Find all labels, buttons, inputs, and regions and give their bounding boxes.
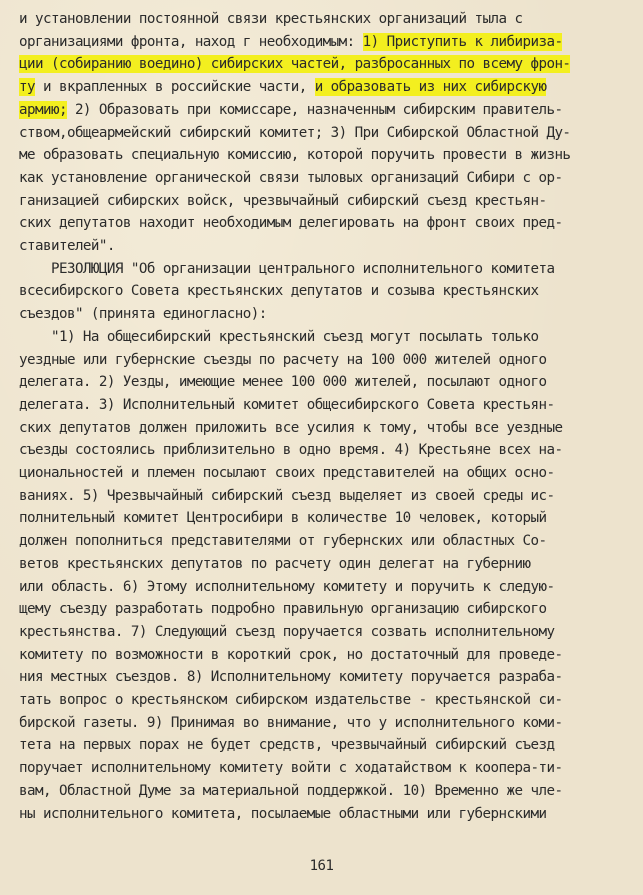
text-segment: тать вопрос о крестьянском сибирском издательстве - крестьянской си- bbox=[19, 692, 563, 708]
text-segment: 2) Образовать при комиссаре, назначенным сибирским правитель- bbox=[66, 101, 563, 118]
text-segment: ставителей". bbox=[19, 238, 115, 254]
highlighted-text: 1) Приступить к либириза- bbox=[362, 33, 563, 50]
text-line bbox=[19, 213, 629, 233]
text-segment: ских депутатов находит необходимым делегировать на фронт своих пред- bbox=[19, 215, 563, 232]
text-line bbox=[19, 281, 629, 301]
text-line bbox=[19, 123, 629, 143]
text-segment: тета на первых порах не будет средств, чрезвычайный сибирский съезд bbox=[19, 737, 555, 754]
text-line bbox=[19, 667, 629, 687]
text-line bbox=[19, 554, 629, 574]
text-segment: ме образовать специальную комиссию, которой поручить провести в жизнь bbox=[19, 147, 571, 164]
text-line bbox=[19, 395, 629, 415]
text-line bbox=[19, 236, 629, 256]
text-line bbox=[19, 690, 629, 710]
text-line bbox=[19, 327, 629, 347]
text-line bbox=[19, 440, 629, 460]
text-segment: вам, Областной Думе за материальной поддержкой. 10) Временно же чле- bbox=[19, 782, 563, 799]
text-line bbox=[19, 259, 629, 279]
text-line bbox=[19, 32, 629, 52]
text-segment: РЕЗОЛЮЦИЯ "Об организации центрального исполнительного комитета bbox=[19, 260, 555, 277]
text-segment: "1) На общесибирский крестьянский съезд могут посылать только bbox=[19, 328, 539, 345]
text-line bbox=[19, 9, 629, 29]
text-line bbox=[19, 145, 629, 165]
text-segment: поручает исполнительному комитету войти с ходатайством к коопера-ти- bbox=[19, 760, 563, 777]
text-line bbox=[19, 758, 629, 778]
text-segment: должен пополниться представителями от губернских или областных Со- bbox=[19, 533, 547, 550]
text-line bbox=[19, 191, 629, 211]
text-segment: делегата. 2) Уезды, имеющие менее 100 000 жителей, посылают одного bbox=[19, 374, 547, 391]
highlighted-text: и образовать из них сибирскую bbox=[314, 79, 547, 96]
text-segment: ством,общеармейский сибирский комитет; 3) При Сибирской Областной Ду- bbox=[19, 124, 571, 141]
text-segment: ния местных съездов. 8) Исполнительному комитету поручается разраба- bbox=[19, 669, 563, 686]
text-line bbox=[19, 645, 629, 665]
text-segment: ветов крестьянских депутатов по расчету один делегат на губернию bbox=[19, 555, 531, 572]
text-line bbox=[19, 418, 629, 438]
text-segment: комитету по возможности в короткий срок, но достаточный для проведе- bbox=[19, 646, 563, 663]
text-line bbox=[19, 168, 629, 188]
text-line bbox=[19, 781, 629, 801]
text-segment: полнительный комитет Центросибири в количестве 10 человек, который bbox=[19, 510, 547, 527]
text-line bbox=[19, 577, 629, 597]
text-line bbox=[19, 735, 629, 755]
text-line bbox=[19, 804, 629, 824]
text-segment: и установлении постоянной связи крестьянских организаций тыла с bbox=[19, 11, 523, 27]
text-segment: делегата. 3) Исполнительный комитет общесибирского Совета крестьян- bbox=[19, 396, 555, 413]
page-number: 161 bbox=[309, 858, 334, 874]
text-line bbox=[19, 54, 629, 74]
text-line bbox=[19, 531, 629, 551]
text-line bbox=[19, 350, 629, 370]
text-segment: съездов" (принята единогласно): bbox=[19, 306, 267, 323]
text-segment: циональностей и племен посылают своих представителей на общих осно- bbox=[19, 465, 555, 481]
text-line bbox=[19, 463, 629, 483]
text-line bbox=[19, 372, 629, 392]
text-line bbox=[19, 508, 629, 528]
text-segment: щему съезду разработать подробно правильную организацию сибирского bbox=[19, 601, 547, 618]
text-line bbox=[19, 304, 629, 324]
text-line bbox=[19, 100, 629, 120]
text-segment: как установление органической связи тыловых организаций Сибири с ор- bbox=[19, 169, 563, 186]
text-line bbox=[19, 622, 629, 642]
text-segment: ны исполнительного комитета, посылаемые областными или губернскими bbox=[19, 805, 547, 822]
text-segment: крестьянства. 7) Следующий съезд поручается созвать исполнительному bbox=[19, 623, 555, 640]
highlighted-text: армию; bbox=[19, 101, 67, 118]
highlighted-text: ции (собиранию воедино) сибирских частей, разбросанных по всему фрон- bbox=[19, 56, 571, 73]
text-segment: и вкрапленных в российские части, bbox=[34, 79, 315, 96]
text-segment: или область. 6) Этому исполнительному комитету и поручить к следую- bbox=[19, 578, 555, 595]
text-segment: ских депутатов должен приложить все усилия к тому, чтобы все уездные bbox=[19, 419, 563, 436]
text-line bbox=[19, 77, 629, 97]
text-line bbox=[19, 713, 629, 733]
highlighted-text: ту bbox=[19, 79, 35, 96]
text-segment: организациями фронта, наход г необходимым: bbox=[19, 33, 363, 50]
text-line bbox=[19, 599, 629, 619]
text-segment: ваниях. 5) Чрезвычайный сибирский съезд выделяет из своей среды ис- bbox=[19, 487, 555, 504]
text-segment: бирской газеты. 9) Принимая во внимание, что у исполнительного коми- bbox=[19, 714, 563, 731]
text-line bbox=[19, 486, 629, 506]
text-segment: съезды состоялись приблизительно в одно время. 4) Крестьяне всех на- bbox=[19, 442, 563, 459]
text-segment: уездные или губернские съезды по расчету на 100 000 жителей одного bbox=[19, 351, 547, 368]
text-segment: всесибирского Совета крестьянских депутатов и созыва крестьянских bbox=[19, 283, 539, 300]
text-segment: ганизацией сибирских войск, чрезвычайный сибирский съезд крестьян- bbox=[19, 192, 547, 209]
